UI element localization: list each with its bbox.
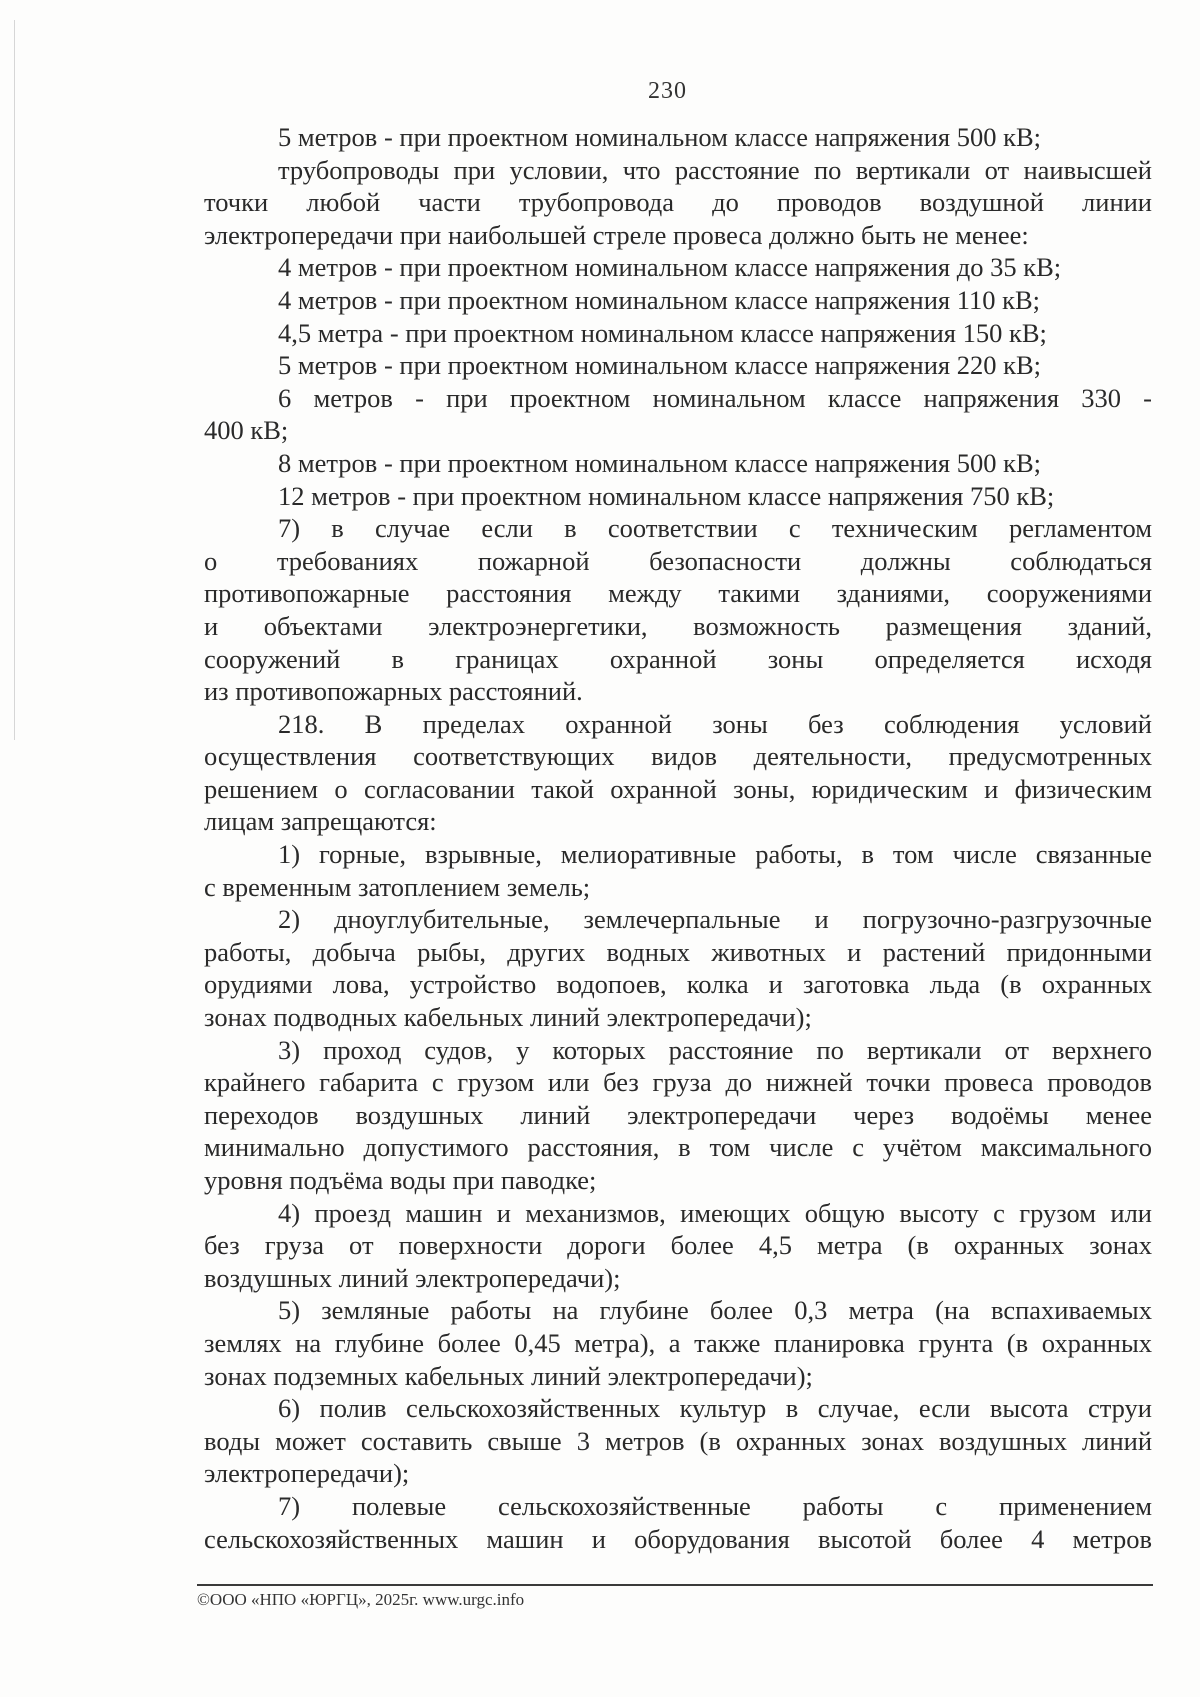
document-body (204, 121, 1152, 1555)
footer-divider (197, 1584, 1153, 1586)
text-line: 12 метров - при проектном номинальном классе напряжения 750 кВ; (278, 480, 1055, 511)
text-line: 2) дноуглубительные, землечерпальные и погрузочно-разгрузочные (278, 904, 1152, 935)
text-line: с временным затоплением земель; (204, 871, 591, 902)
text-line: минимально допустимого расстояния, в том числе с учётом максимального (204, 1132, 1152, 1163)
text-line: 8 метров - при проектном номинальном классе напряжения 500 кВ; (278, 447, 1042, 478)
footer-copyright: ©ООО «НПО «ЮРГЦ», 2025г. www.urgc.info (197, 1590, 525, 1609)
text-line: воздушных линий электропередачи); (204, 1262, 621, 1293)
text-line: сельскохозяйственных машин и оборудования высотой более 4 метров (204, 1523, 1152, 1554)
text-line: 6) полив сельскохозяйственных культур в случае, если высота струи (278, 1393, 1152, 1424)
text-line: 6 метров - при проектном номинальном классе напряжения 330 - (278, 382, 1152, 413)
text-line: электропередачи); (204, 1458, 410, 1489)
text-line: 4) проезд машин и механизмов, имеющих общую высоту с грузом или (278, 1197, 1152, 1228)
text-line: 5 метров - при проектном номинальном классе напряжения 220 кВ; (278, 350, 1042, 381)
text-line: 4,5 метра - при проектном номинальном классе напряжения 150 кВ; (278, 317, 1047, 348)
text-line: зонах подводных кабельных линий электропередачи); (204, 1002, 812, 1033)
text-line: 3) проход судов, у которых расстояние по вертикали от верхнего (278, 1034, 1152, 1065)
text-line: электропередачи при наибольшей стреле провеса должно быть не менее: (204, 219, 1029, 250)
text-line: 5) земляные работы на глубине более 0,3 метра (на вспахиваемых (278, 1295, 1152, 1326)
text-line: 4 метров - при проектном номинальном классе напряжения 110 кВ; (278, 284, 1041, 315)
text-line: 4 метров - при проектном номинальном классе напряжения до 35 кВ; (278, 252, 1062, 283)
text-line: противопожарные расстояния между такими зданиями, сооружениями (204, 578, 1152, 609)
text-line: воды может составить свыше 3 метров (в охранных зонах воздушных линий (204, 1425, 1152, 1456)
text-line: 5 метров - при проектном номинальном классе напряжения 500 кВ; (278, 122, 1042, 152)
text-line: о требованиях пожарной безопасности должны соблюдаться (204, 545, 1152, 576)
text-line: переходов воздушных линий электропередачи через водоёмы менее (204, 1099, 1152, 1130)
text-line: сооружений в границах охранной зоны определяется исходя (204, 643, 1152, 674)
text-line: 1) горные, взрывные, мелиоративные работы, в том числе связанные (278, 839, 1152, 870)
text-line: 218. В пределах охранной зоны без соблюдения условий (278, 708, 1152, 739)
text-line: решением о согласовании такой охранной зоны, юридическим и физическим (204, 773, 1152, 804)
text-line: уровня подъёма воды при паводке; (204, 1165, 597, 1195)
text-line: трубопроводы при условии, что расстояние по вертикали от наивысшей (278, 154, 1152, 185)
text-line: землях на глубине более 0,45 метра), а также планировка грунта (в охранных (204, 1327, 1152, 1358)
text-line: 7) в случае если в соответствии с техническим регламентом (278, 513, 1152, 544)
text-line: зонах подземных кабельных линий электропередачи); (204, 1360, 813, 1391)
text-line: 400 кВ; (204, 415, 289, 446)
text-line: лицам запрещаются: (204, 806, 437, 837)
text-line: 7) полевые сельскохозяйственные работы с применением (278, 1490, 1152, 1521)
text-line: точки любой части трубопровода до проводов воздушной линии (204, 187, 1152, 218)
text-line: крайнего габарита с грузом или без груза до нижней точки провеса проводов (204, 1067, 1152, 1098)
text-line: без груза от поверхности дороги более 4,5 метра (в охранных зонах (204, 1230, 1152, 1261)
binding-edge-mark (14, 20, 15, 740)
text-line: работы, добыча рыбы, других водных животных и растений придонными (204, 936, 1152, 967)
text-line: и объектами электроэнергетики, возможность размещения зданий, (204, 610, 1152, 641)
text-line: орудиями лова, устройство водопоев, колка и заготовка льда (в охранных (204, 969, 1152, 1000)
text-line: из противопожарных расстояний. (204, 676, 583, 707)
page-number: 230 (648, 78, 687, 104)
text-line: осуществления соответствующих видов деятельности, предусмотренных (204, 741, 1152, 772)
